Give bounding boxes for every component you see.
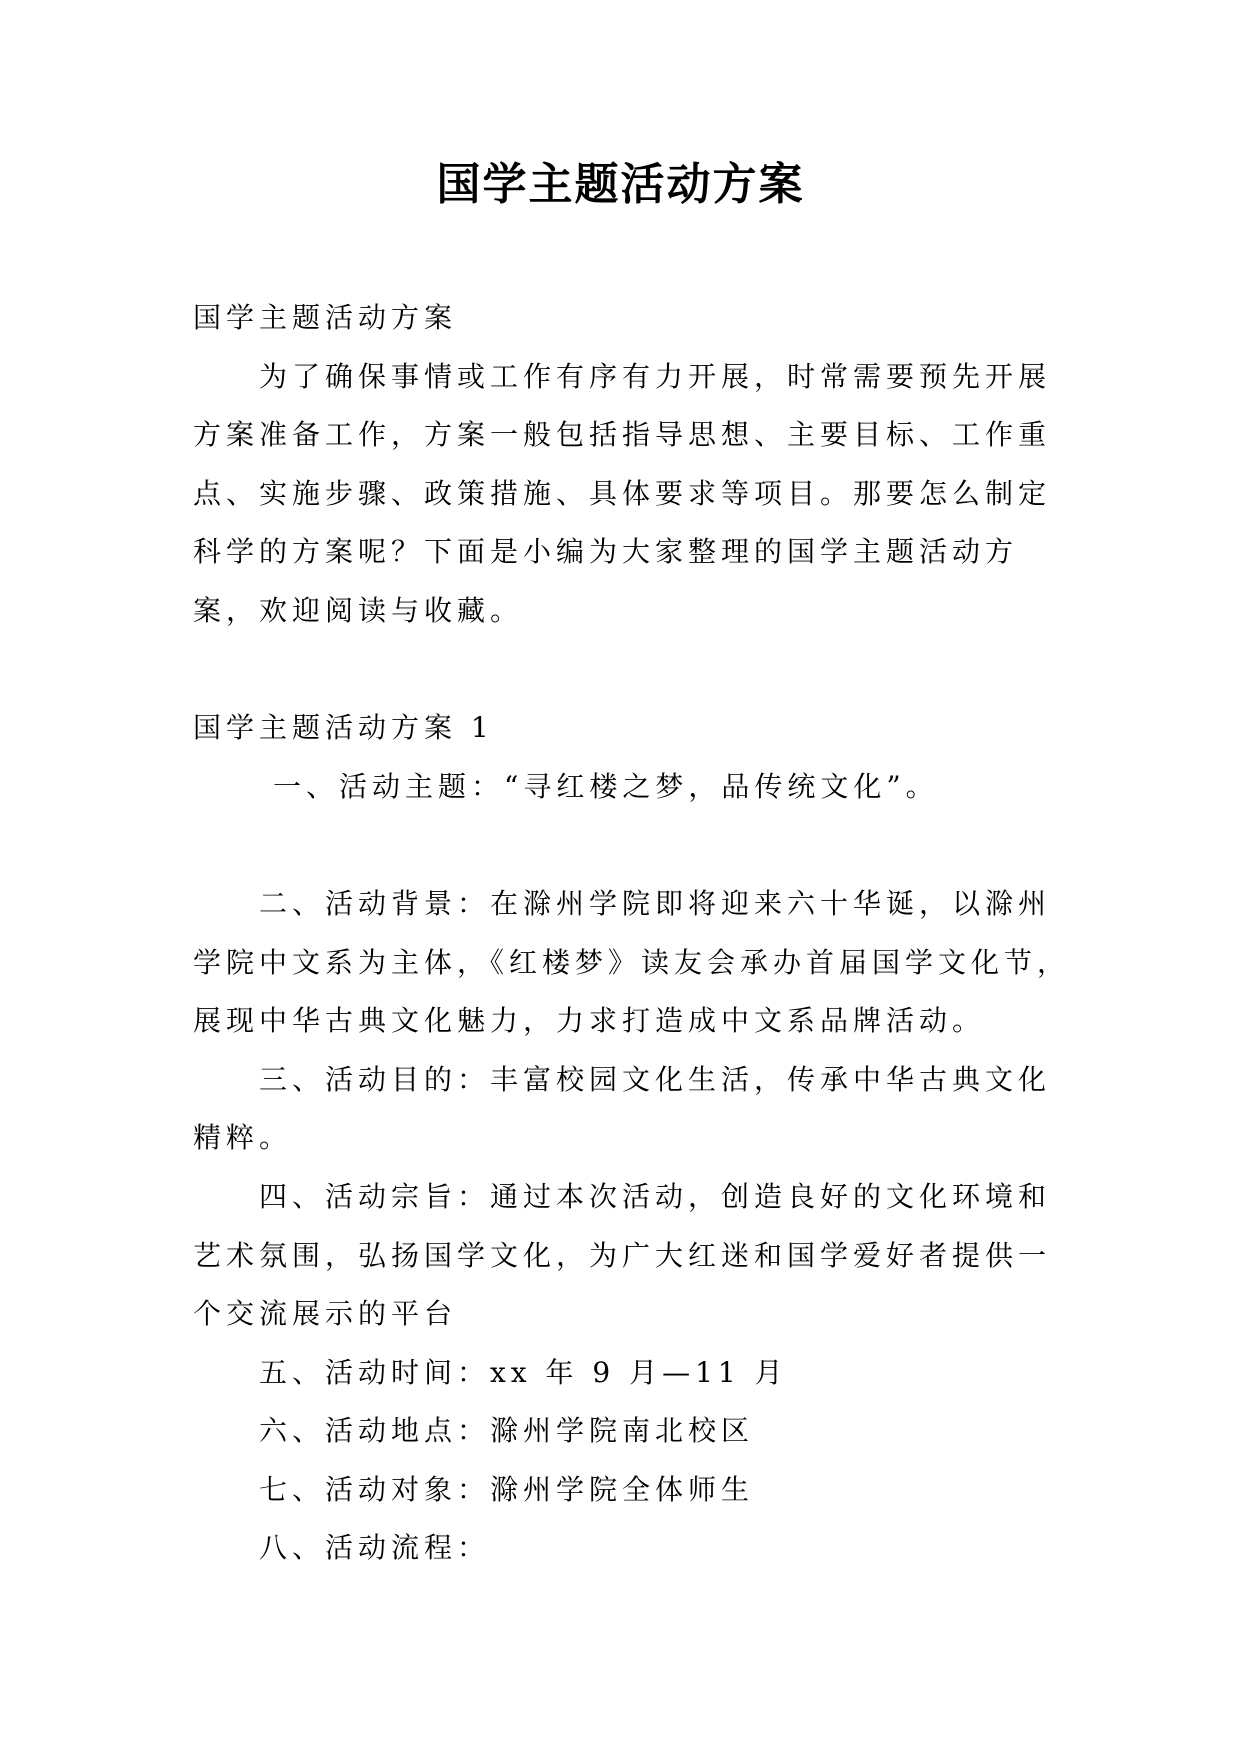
- aim-item-line: 艺术氛围，弘扬国学文化，为广大红迷和国学爱好者提供一: [193, 1238, 1052, 1272]
- blank-line: [193, 641, 1193, 700]
- document-body: [193, 289, 1193, 1578]
- intro-paragraph-line: 案，欢迎阅读与收藏。: [193, 593, 524, 627]
- aim-item-line: 四、活动宗旨：通过本次活动，创造良好的文化环境和: [259, 1179, 1052, 1213]
- audience-item: 七、活动对象：滁州学院全体师生: [259, 1472, 755, 1506]
- aim-item-line: 个交流展示的平台: [193, 1297, 458, 1331]
- intro-paragraph-line: 科学的方案呢？下面是小编为大家整理的国学主题活动方: [193, 535, 1019, 569]
- plan-heading: 国学主题活动方案 1: [193, 711, 494, 745]
- purpose-item-line: 精粹。: [193, 1121, 293, 1155]
- intro-paragraph-line: 方案准备工作，方案一般包括指导思想、主要目标、工作重: [193, 418, 1052, 452]
- intro-heading: 国学主题活动方案: [193, 301, 458, 334]
- purpose-item-line: 三、活动目的：丰富校园文化生活，传承中华古典文化: [259, 1062, 1052, 1096]
- document-title: 国学主题活动方案: [436, 159, 805, 210]
- background-item-line: 学院中文系为主体，《红楼梦》读友会承办首届国学文化节，: [193, 945, 1071, 979]
- intro-paragraph-line: 为了确保事情或工作有序有力开展，时常需要预先开展: [259, 359, 1052, 393]
- background-item-line: 展现中华古典文化魅力，力求打造成中文系品牌活动。: [193, 1004, 986, 1038]
- venue-item: 六、活动地点：滁州学院南北校区: [259, 1414, 755, 1448]
- blank-line: [193, 816, 1193, 875]
- theme-item: 一、活动主题：“寻红楼之梦，品传统文化”。: [273, 769, 939, 803]
- time-item: 五、活动时间：xx 年 9 月—11 月: [259, 1355, 788, 1389]
- background-item-line: 二、活动背景：在滁州学院即将迎来六十华诞，以滁州: [259, 886, 1052, 920]
- intro-paragraph-line: 点、实施步骤、政策措施、具体要求等项目。那要怎么制定: [193, 476, 1052, 510]
- process-item: 八、活动流程：: [259, 1531, 491, 1565]
